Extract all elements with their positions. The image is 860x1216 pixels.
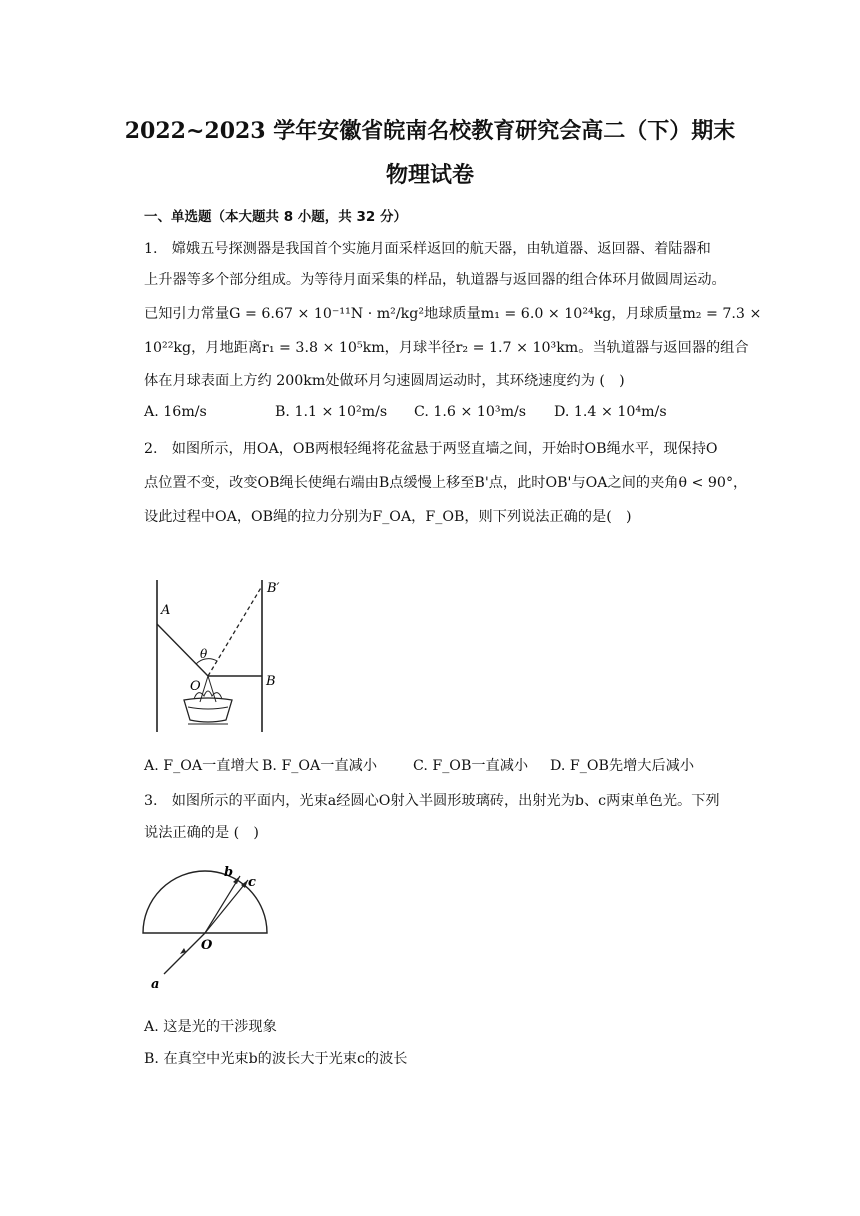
label-a: A xyxy=(161,603,171,618)
q2-line-2: 点位置不变，改变OB绳长使绳右端由B点缓慢上移至B'点，此时OB'与OA之间的夹角θ < 90°， xyxy=(144,475,748,491)
label-o: O xyxy=(190,679,201,694)
label-o: O xyxy=(201,938,213,953)
q1-option-c: C. 1.6 × 10³m/s xyxy=(414,404,527,420)
q1-option-d: D. 1.4 × 10⁴m/s xyxy=(554,404,667,420)
label-b: B xyxy=(266,674,276,689)
q2-figure xyxy=(148,572,298,742)
q2-line-3: 设此过程中OA，OB绳的拉力分别为F_OA，F_OB，则下列说法正确的是( ) xyxy=(144,509,632,525)
label-theta: θ xyxy=(200,647,208,661)
q2-option-c: C. F_OB一直减小 xyxy=(413,758,529,774)
q2-option-a: A. F_OA一直增大 xyxy=(144,758,259,774)
q1-line-3: 已知引力常量G = 6.67 × 10⁻¹¹N · m²/kg²地球质量m₁ = 6.0 × 10²⁴kg，月球质量m₂ = 7.3 × xyxy=(144,306,762,322)
exam-title-line2: 物理试卷 xyxy=(385,162,474,188)
q1-line-5: 体在月球表面上方约 200km处做环月匀速圆周运动时，其环绕速度约为 ( ) xyxy=(144,373,625,389)
q2-option-d: D. F_OB先增大后减小 xyxy=(550,758,695,774)
label-b: b xyxy=(224,865,234,880)
q2-option-b: B. F_OA一直减小 xyxy=(262,758,378,774)
q3-option-a: A. 这是光的干涉现象 xyxy=(144,1019,277,1035)
q2-line-1: 2. 如图所示，用OA，OB两根轻绳将花盆悬于两竖直墙之间，开始时OB绳水平，现保持O xyxy=(144,441,718,457)
q3-option-b: B. 在真空中光束b的波长大于光束c的波长 xyxy=(144,1051,408,1067)
label-b-prime: B′ xyxy=(267,581,280,596)
q1-option-b: B. 1.1 × 10²m/s xyxy=(275,404,388,420)
q1-line-1: 1. 嫦娥五号探测器是我国首个实施月面采样返回的航天器，由轨道器、返回器、着陆器和 xyxy=(144,241,711,257)
section-heading: 一、单选题（本大题共 8 小题，共 32 分） xyxy=(144,209,407,225)
q1-line-2: 上升器等多个部分组成。为等待月面采集的样品，轨道器与返回器的组合体环月做圆周运动。 xyxy=(144,272,726,288)
q3-figure xyxy=(140,862,280,992)
q3-line-2: 说法正确的是 ( ) xyxy=(144,825,259,841)
label-c: c xyxy=(248,875,256,890)
q1-option-a: A. 16m/s xyxy=(144,404,207,420)
q3-line-1: 3. 如图所示的平面内，光束a经圆心O射入半圆形玻璃砖，出射光为b、c两束单色光。下列 xyxy=(144,793,720,809)
label-a: a xyxy=(151,977,160,992)
exam-title-line1: 2022~2023 学年安徽省皖南名校教育研究会高二（下）期末 xyxy=(124,118,736,144)
q1-line-4: 10²²kg，月地距离r₁ = 3.8 × 10⁵km，月球半径r₂ = 1.7 × 10³km。当轨道器与返回器的组合 xyxy=(144,340,749,356)
